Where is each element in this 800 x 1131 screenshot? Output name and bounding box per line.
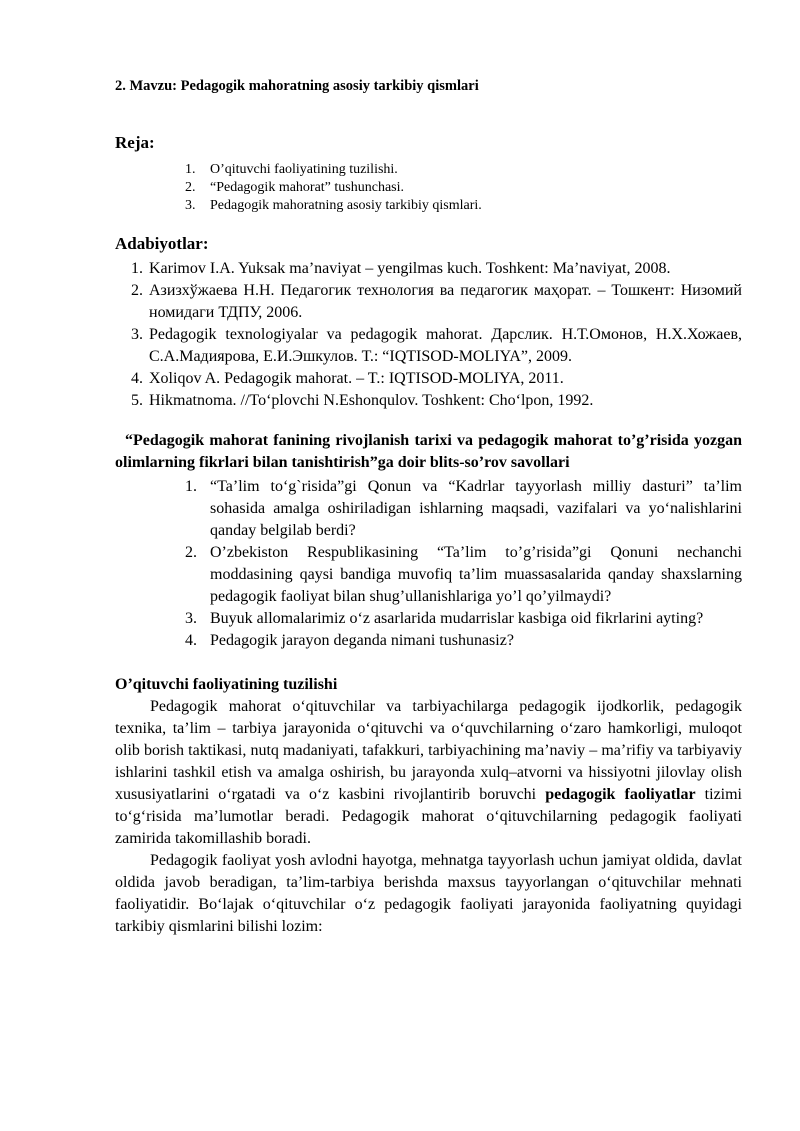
body-paragraph [115, 696, 742, 850]
section-heading: O’qituvchi faoliyatining tuzilishi [115, 676, 338, 693]
plan-item-text: O’qituvchi faoliyatining tuzilishi. [210, 162, 398, 177]
question-text: Buyuk allomalarimiz o‘z asarlarida mudarrislar kasbiga oid fikrlarini ayting? [210, 610, 704, 627]
plan-item-text: Pedagogik mahoratning asosiy tarkibiy qismlari. [210, 198, 482, 213]
question-item [185, 476, 742, 542]
reference-number: 5. [131, 392, 143, 409]
plan-item [185, 161, 742, 179]
question-number: 2. [185, 544, 197, 561]
paragraph-text: Pedagogik mahorat o‘qituvchilar va tarbiyachilarga pedagogik ijodkorlik, pedagogik texnika, ta’lim – tarbiya jarayonida o‘qituvchi va o‘quvchilarning o‘zaro hamkorligi, muloqot olib borish taktikasi, nutq madaniyati, tafakkuri, tarbiyachining ma’naviy – ma’rifiy va tarbiyaviy ishlarini tashkil etish va amalga oshirish, bu jarayonda xulq–atvorni va hissiyotni jilovlay olish xususiyatlarini o‘rgatadi va o‘z kasbini rivojlantirib boruvchi [115, 698, 742, 803]
reference-text: Hikmatnoma. //To‘plovchi N.Eshonqulov. Toshkent: Cho‘lpon, 1992. [149, 392, 594, 409]
bold-term: pedagogik faoliyatlar [545, 786, 696, 803]
reference-text: Азизхўжаева Н.Н. Педагогик технология ва педагогик маҳорат. – Тошкент: Низомий номидаги ТДПУ, 2006. [149, 282, 742, 321]
question-text: O’zbekiston Respublikasining “Ta’lim to’g’risida”gi Qonuni nechanchi moddasining qaysi bandiga muvofiq ta’lim muassasalarida qanday shaxslarning pedagogik faoliyat bilan shug’ullanishlariga yo’l qo’yilmaydi? [210, 544, 742, 605]
document-page [115, 70, 742, 938]
question-list [115, 476, 742, 652]
reference-number: 1. [131, 260, 143, 277]
reference-number: 2. [131, 282, 143, 299]
question-number: 4. [185, 632, 197, 649]
reference-number: 4. [131, 370, 143, 387]
paragraph-text: tizimi to‘g‘risida ma’lumotlar beradi. Pedagogik mahorat o‘qituvchilarning pedagogik faoliyati zamirida takomillashib boradi. [115, 786, 743, 847]
plan-item-text: “Pedagogik mahorat” tushunchasi. [210, 180, 405, 195]
plan-item-number: 1. [185, 162, 196, 177]
references-heading: Adabiyotlar: [115, 234, 209, 253]
plan-heading: Reja: [115, 133, 155, 152]
question-text: “Ta’lim to‘g`risida”gi Qonun va “Kadrlar tayyorlash milliy dasturi” ta’lim sohasida amalga oshiriladigan ishlarning maqsadi, vazifalari va yo‘nalishlarini qanday belgilab berdi? [210, 478, 742, 539]
reference-item [115, 280, 742, 324]
question-number: 3. [185, 610, 197, 627]
plan-item-number: 2. [185, 180, 196, 195]
references-list [115, 258, 742, 412]
question-item [185, 608, 742, 630]
question-text: Pedagogik jarayon deganda nimani tushunasiz? [210, 632, 514, 649]
reference-item [115, 390, 742, 412]
question-item [185, 630, 742, 652]
reference-item [115, 258, 742, 280]
reference-text: Pedagogik texnologiyalar va pedagogik mahorat. Дарслик. Н.Т.Омонов, Н.Х.Хожаев, С.А.Мадиярова, Е.И.Эшкулов. Т.: “IQTISOD-MOLIYA”, 2009. [149, 326, 742, 365]
reference-item [115, 324, 742, 368]
reference-text: Karimov I.A. Yuksak ma’naviyat – yengilmas kuch. Toshkent: Ma’naviyat, 2008. [149, 260, 671, 277]
question-item [185, 542, 742, 608]
plan-item [185, 197, 742, 215]
body-paragraph: Pedagogik faoliyat yosh avlodni hayotga, mehnatga tayyorlash uchun jamiyat oldida, davlat oldida javob beradigan, ta’lim-tarbiya berishda maxsus tayyorlangan o‘qituvchilar mehnati faoliyatidir. Bo‘lajak o‘qituvchilar o‘z pedagogik faoliyati jarayonida faoliyatning quyidagi tarkibiy qismlarini bilishi lozim: [115, 852, 742, 935]
reference-item [115, 368, 742, 390]
plan-list [115, 161, 742, 215]
plan-item [185, 179, 742, 197]
plan-item-number: 3. [185, 198, 196, 213]
reference-text: Xoliqov A. Pedagogik mahorat. – T.: IQTISOD-MOLIYA, 2011. [149, 370, 564, 387]
topic-title: 2. Mavzu: Pedagogik mahoratning asosiy tarkibiy qismlari [115, 78, 479, 94]
question-number: 1. [185, 478, 197, 495]
blitz-survey-heading: “Pedagogik mahorat fanining rivojlanish tarixi va pedagogik mahorat to’g’risida yozgan olimlarning fikrlari bilan tanishtirish”ga doir blits-so’rov savollari [115, 432, 742, 471]
reference-number: 3. [131, 326, 143, 343]
